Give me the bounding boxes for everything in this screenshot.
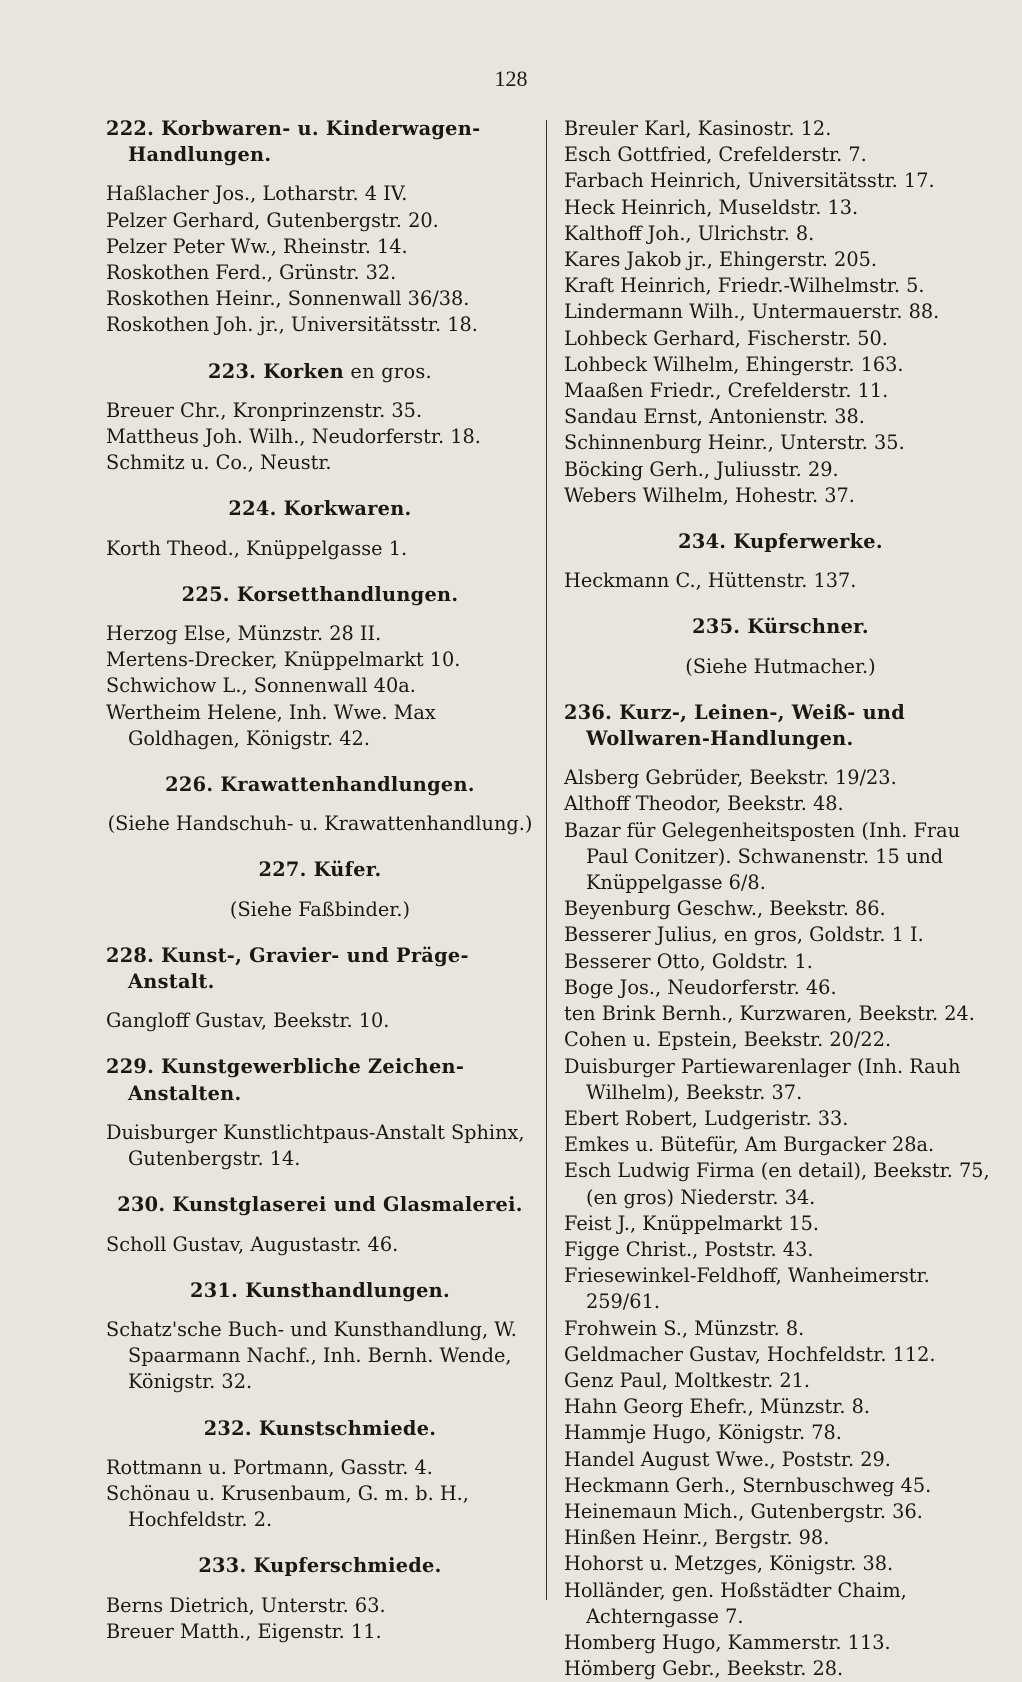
- directory-entry: Böcking Gerh., Juliusstr. 29.: [564, 457, 839, 481]
- directory-entry: Gangloff Gustav, Beekstr. 10.: [106, 1009, 390, 1033]
- section-gap: [106, 476, 534, 496]
- directory-entry: Schatz'sche Buch- und Kunsthandlung, W. Spaarmann Nachf., Inh. Bernh. Wende, Königstr. 32.: [106, 1317, 517, 1394]
- directory-entry: ten Brink Bernh., Kurzwaren, Beekstr. 24.: [564, 1002, 975, 1026]
- section-gap: [106, 752, 534, 772]
- directory-entry: Scholl Gustav, Augustastr. 46.: [106, 1232, 399, 1256]
- heading-gap: [106, 523, 534, 536]
- directory-entry: Friesewinkel-Feldhoff, Wanheimerstr. 259/61.: [564, 1264, 930, 1314]
- directory-entry: Pelzer Peter Ww., Rheinstr. 14.: [106, 234, 408, 258]
- directory-entry: Farbach Heinrich, Universitätsstr. 17.: [564, 169, 935, 193]
- column-divider: [546, 120, 547, 1600]
- heading-gap: [106, 1304, 534, 1317]
- directory-entry: Feist J., Knüppelmarkt 15.: [564, 1211, 820, 1235]
- directory-entry: Schinnenburg Heinr., Unterstr. 35.: [564, 431, 905, 455]
- directory-entry: (Siehe Hutmacher.): [685, 654, 876, 678]
- heading-gap: [106, 385, 534, 398]
- directory-entry: Lindermann Wilh., Untermauerstr. 88.: [564, 300, 940, 324]
- section-gap: [106, 1533, 534, 1553]
- directory-entry: Emkes u. Bütefür, Am Burgacker 28a.: [564, 1133, 935, 1157]
- page-number: 128: [494, 66, 528, 91]
- directory-entry: Maaßen Friedr., Crefelderstr. 11.: [564, 379, 889, 403]
- left-column: [106, 116, 534, 1645]
- section-gap: [564, 680, 997, 700]
- directory-entry: Kalthoff Joh., Ulrichstr. 8.: [564, 221, 815, 245]
- section-heading: 227. Küfer.: [258, 858, 382, 882]
- directory-entry: Breuer Chr., Kronprinzenstr. 35.: [106, 398, 423, 422]
- directory-entry: Roskothen Joh. jr., Universitätsstr. 18.: [106, 313, 478, 337]
- section-heading: 232. Kunstschmiede.: [203, 1416, 437, 1440]
- directory-entry: Beyenburg Geschw., Beekstr. 86.: [564, 897, 886, 921]
- directory-entry: Heck Heinrich, Museldstr. 13.: [564, 195, 859, 219]
- section-gap: [106, 1396, 534, 1416]
- section-gap: [106, 837, 534, 857]
- directory-entry: Mattheus Joh. Wilh., Neudorferstr. 18.: [106, 425, 481, 449]
- directory-entry: Hahn Georg Ehefr., Münzstr. 8.: [564, 1395, 871, 1419]
- directory-entry: Besserer Julius, en gros, Goldstr. 1 I.: [564, 923, 924, 947]
- heading-gap: [106, 1107, 534, 1120]
- directory-entry: Wertheim Helene, Inh. Wwe. Max Goldhagen, Königstr. 42.: [106, 700, 436, 750]
- directory-entry: Herzog Else, Münzstr. 28 II.: [106, 622, 382, 646]
- heading-gap: [564, 641, 997, 654]
- directory-entry: Webers Wilhelm, Hohestr. 37.: [564, 483, 855, 507]
- section-heading: 228. Kunst-, Gravier- und Präge-Anstalt.: [106, 943, 469, 994]
- heading-gap: [106, 1442, 534, 1455]
- directory-entry: Holländer, gen. Hoßstädter Chaim, Achterngasse 7.: [564, 1578, 907, 1628]
- directory-entry: Schwichow L., Sonnenwall 40a.: [106, 674, 416, 698]
- section-heading: 230. Kunstglaserei und Glasmalerei.: [117, 1193, 523, 1217]
- directory-entry: Duisburger Partiewarenlager (Inh. Rauh Wilhelm), Beekstr. 37.: [564, 1054, 961, 1104]
- directory-entry: Kares Jakob jr., Ehingerstr. 205.: [564, 248, 877, 272]
- directory-entry: Esch Gottfried, Crefelderstr. 7.: [564, 143, 867, 167]
- directory-entry: Hammje Hugo, Königstr. 78.: [564, 1421, 842, 1445]
- section-gap: [106, 923, 534, 943]
- directory-entry: Heinemaun Mich., Gutenbergstr. 36.: [564, 1499, 923, 1523]
- heading-gap: [106, 884, 534, 897]
- directory-entry: Hömberg Gebr., Beekstr. 28.: [564, 1657, 844, 1681]
- directory-entry: Frohwein S., Münzstr. 8.: [564, 1316, 805, 1340]
- directory-entry: Bazar für Gelegenheitsposten (Inh. Frau Paul Conitzer). Schwanenstr. 15 und Knüppelgasse 6/8.: [564, 818, 961, 895]
- directory-entry: Roskothen Ferd., Grünstr. 32.: [106, 261, 397, 285]
- directory-entry: (Siehe Handschuh- u. Krawattenhandlung.): [107, 812, 533, 836]
- directory-entry: Boge Jos., Neudorferstr. 46.: [564, 975, 837, 999]
- directory-entry: Ebert Robert, Ludgeristr. 33.: [564, 1106, 849, 1130]
- section-gap: [106, 562, 534, 582]
- directory-entry: Rottmann u. Portmann, Gasstr. 4.: [106, 1455, 433, 1479]
- directory-entry: Genz Paul, Moltkestr. 21.: [564, 1368, 810, 1392]
- section-gap: [106, 1172, 534, 1192]
- section-heading: 224. Korkwaren.: [228, 497, 412, 521]
- section-heading-suffix: en gros.: [344, 359, 432, 383]
- directory-entry: Hinßen Heinr., Bergstr. 98.: [564, 1526, 830, 1550]
- section-heading: 225. Korsetthandlungen.: [181, 582, 459, 606]
- directory-entry: Heckmann C., Hüttenstr. 137.: [564, 569, 857, 593]
- section-gap: [106, 1034, 534, 1054]
- directory-entry: Pelzer Gerhard, Gutenbergstr. 20.: [106, 208, 439, 232]
- directory-entry: Hohorst u. Metzges, Königstr. 38.: [564, 1552, 894, 1576]
- directory-entry: Sandau Ernst, Antonienstr. 38.: [564, 405, 865, 429]
- directory-entry: Mertens-Drecker, Knüppelmarkt 10.: [106, 648, 461, 672]
- section-heading: 235. Kürschner.: [692, 615, 869, 639]
- heading-gap: [106, 1219, 534, 1232]
- directory-entry: Cohen u. Epstein, Beekstr. 20/22.: [564, 1028, 892, 1052]
- directory-entry: Handel August Wwe., Poststr. 29.: [564, 1447, 891, 1471]
- directory-entry: Homberg Hugo, Kammerstr. 113.: [564, 1630, 891, 1654]
- right-column: [564, 116, 997, 1682]
- directory-entry: Lohbeck Gerhard, Fischerstr. 50.: [564, 326, 888, 350]
- section-heading-title: 223. Korken: [208, 359, 344, 383]
- section-heading: 229. Kunstgewerbliche Zeichen-Anstalten.: [106, 1055, 465, 1105]
- directory-entry: Heckmann Gerh., Sternbuschweg 45.: [564, 1473, 932, 1497]
- directory-entry: Haßlacher Jos., Lotharstr. 4 IV.: [106, 182, 408, 206]
- directory-entry: Korth Theod., Knüppelgasse 1.: [106, 536, 408, 560]
- directory-entry: Breuer Matth., Eigenstr. 11.: [106, 1619, 382, 1643]
- section-heading: 231. Kunsthandlungen.: [190, 1278, 450, 1302]
- directory-entry: Berns Dietrich, Unterstr. 63.: [106, 1593, 386, 1617]
- section-gap: [564, 509, 997, 529]
- directory-entry: Breuler Karl, Kasinostr. 12.: [564, 117, 832, 140]
- directory-entry: Besserer Otto, Goldstr. 1.: [564, 949, 813, 973]
- directory-entry: Schmitz u. Co., Neustr.: [106, 451, 332, 475]
- section-heading: 236. Kurz-, Leinen-, Weiß- und Wollwaren-Handlungen.: [564, 700, 905, 751]
- heading-gap: [106, 168, 534, 181]
- section-gap: [106, 339, 534, 359]
- heading-gap: [564, 752, 997, 765]
- heading-gap: [106, 1580, 534, 1593]
- section-heading: 222. Korbwaren- u. Kinderwagen-Handlungen.: [106, 117, 481, 167]
- section-heading: 234. Kupferwerke.: [678, 530, 883, 554]
- directory-entry: Lohbeck Wilhelm, Ehingerstr. 163.: [564, 352, 904, 376]
- section-gap: [106, 1258, 534, 1278]
- heading-gap: [106, 995, 534, 1008]
- directory-entry: (Siehe Faßbinder.): [229, 897, 411, 921]
- directory-entry: Roskothen Heinr., Sonnenwall 36/38.: [106, 287, 470, 311]
- directory-entry: Schönau u. Krusenbaum, G. m. b. H., Hochfeldstr. 2.: [106, 1481, 469, 1532]
- section-gap: [564, 594, 997, 614]
- section-heading: 226. Krawattenhandlungen.: [165, 773, 475, 797]
- directory-entry: Kraft Heinrich, Friedr.-Wilhelmstr. 5.: [564, 274, 925, 298]
- directory-entry: Geldmacher Gustav, Hochfeldstr. 112.: [564, 1342, 936, 1366]
- directory-entry: Alsberg Gebrüder, Beekstr. 19/23.: [564, 766, 897, 790]
- directory-entry: Esch Ludwig Firma (en detail), Beekstr. 75, (en gros) Niederstr. 34.: [564, 1159, 990, 1209]
- directory-entry: Althoff Theodor, Beekstr. 48.: [564, 792, 844, 816]
- directory-entry: Figge Christ., Poststr. 43.: [564, 1237, 814, 1261]
- section-heading: 233. Kupferschmiede.: [198, 1554, 442, 1578]
- heading-gap: [564, 555, 997, 568]
- heading-gap: [106, 798, 534, 811]
- directory-entry: Duisburger Kunstlichtpaus-Anstalt Sphinx, Gutenbergstr. 14.: [106, 1120, 525, 1171]
- heading-gap: [106, 608, 534, 621]
- section-heading: [106, 359, 534, 385]
